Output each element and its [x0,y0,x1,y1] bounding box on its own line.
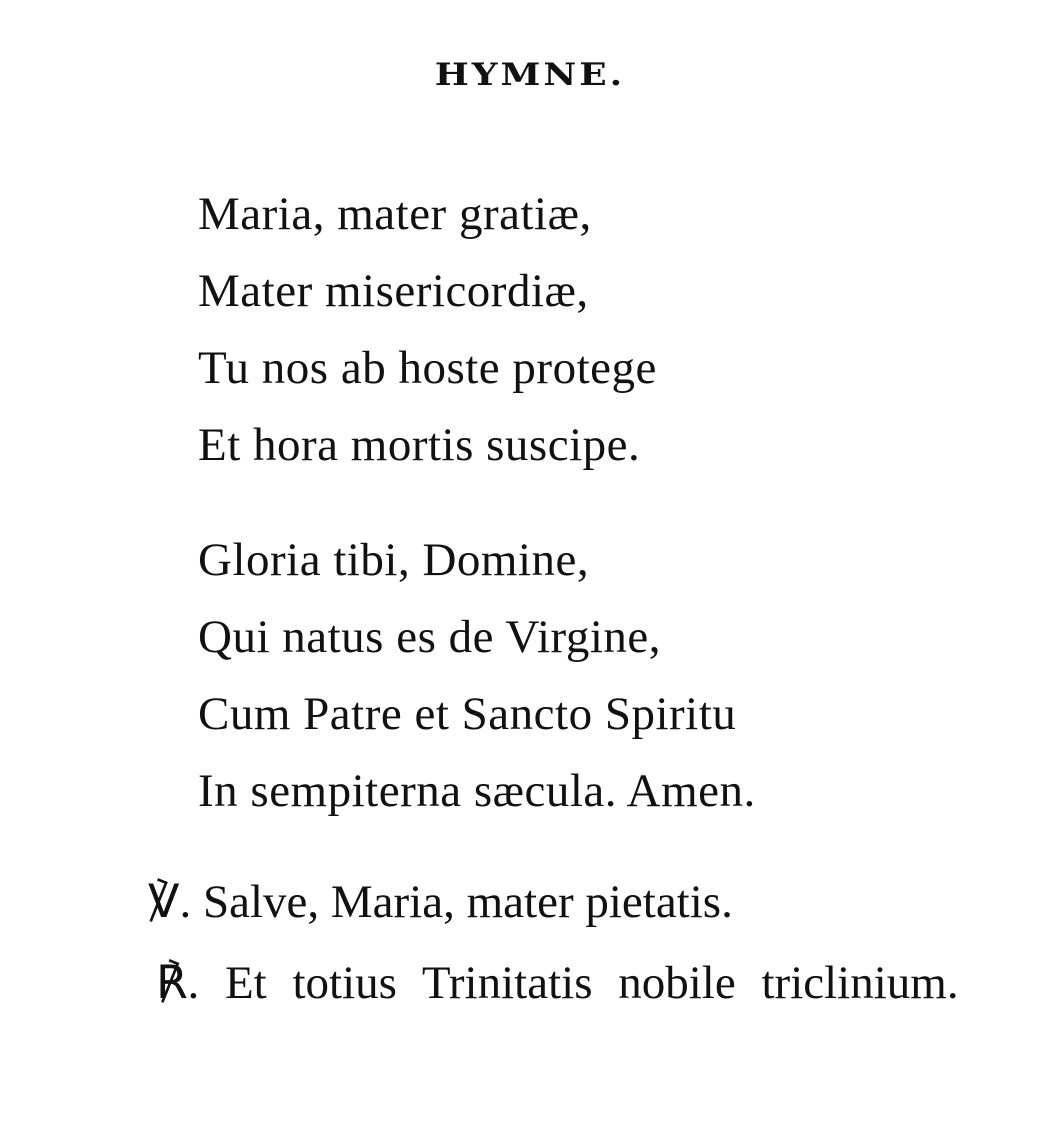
verse-line: In sempiterna sæcula. Amen. [198,765,756,817]
versicle [148,866,733,937]
response [90,940,1020,1025]
verse-line: Et hora mortis suscipe. [198,419,641,471]
verse-line: Cum Patre et Sancto Spiritu [198,688,737,740]
verse-line: Qui natus es de Virgine, [198,611,662,663]
verse-line: Mater misericordiæ, [198,265,589,317]
hymn-stanza-2 [198,522,756,830]
versicle-text: . Salve, Maria, mater pietatis. [179,876,733,928]
hymn-stanza-1 [198,176,657,484]
verse-line: Gloria tibi, Domine, [198,534,590,586]
verse-line: Tu nos ab hoste protege [198,342,657,394]
response-text: . Et totius Trinitatis nobile triclinium. [187,957,959,1009]
verse-line: Maria, mater gratiæ, [198,188,592,240]
versicle-symbol: ℣ [148,874,180,928]
response-symbol: ℟ [156,955,188,1009]
page-title: HYMNE. [434,57,626,93]
